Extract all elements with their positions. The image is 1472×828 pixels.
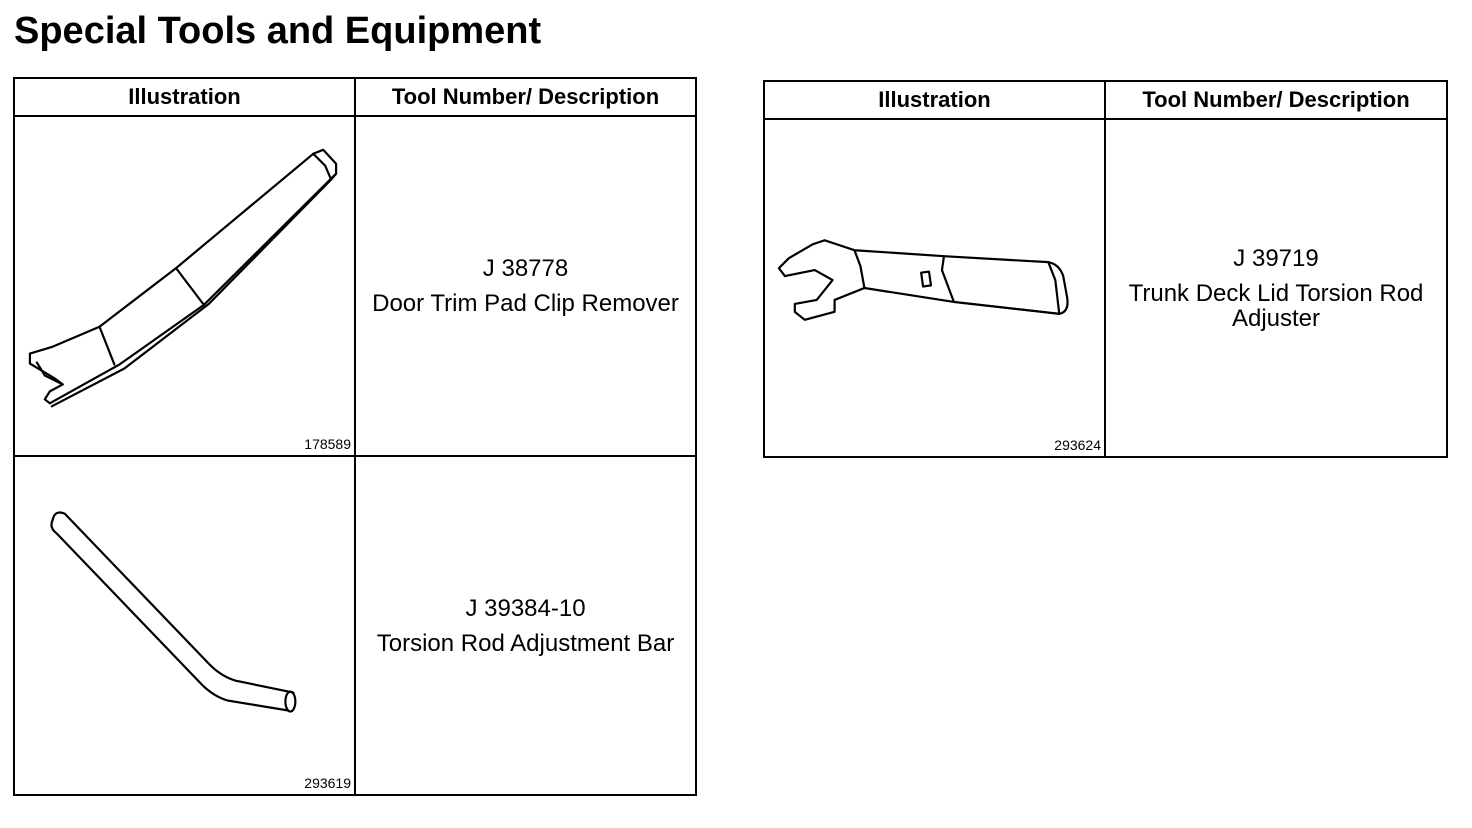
description-cell — [1105, 119, 1447, 457]
description-cell — [355, 116, 696, 456]
tool-description: Trunk Deck Lid Torsion Rod Adjuster — [1128, 279, 1424, 332]
table-header-row — [764, 81, 1447, 119]
torsion-rod-adjuster-tool-icon — [765, 120, 1104, 456]
tool-description-header: Tool Number/ Description — [1105, 81, 1447, 119]
illustration-cell — [764, 119, 1105, 457]
table-row — [14, 116, 696, 456]
figure-number: 293619 — [304, 775, 351, 791]
table-header-row — [14, 78, 696, 116]
table-row — [764, 119, 1447, 457]
adjustment-bar-tool-icon — [15, 457, 354, 794]
tools-table-right — [763, 80, 1448, 458]
tool-number: J 39719 — [1233, 244, 1319, 272]
figure-number: 293624 — [1054, 437, 1101, 453]
clip-remover-tool-icon — [15, 117, 354, 455]
tool-description-header: Tool Number/ Description — [355, 78, 696, 116]
illustration-header: Illustration — [764, 81, 1105, 119]
illustration-cell — [14, 116, 355, 456]
table-row — [14, 456, 696, 795]
illustration-cell — [14, 456, 355, 795]
tool-description: Torsion Rod Adjustment Bar — [376, 629, 675, 657]
tool-number: J 39384-10 — [465, 594, 586, 622]
description-cell — [355, 456, 696, 795]
tool-number: J 38778 — [482, 255, 569, 282]
figure-number: 178589 — [304, 436, 351, 452]
tool-description: Door Trim Pad Clip Remover — [372, 290, 679, 317]
tools-table-left — [13, 77, 697, 796]
page-title: Special Tools and Equipment — [14, 10, 542, 52]
illustration-header: Illustration — [14, 78, 355, 116]
